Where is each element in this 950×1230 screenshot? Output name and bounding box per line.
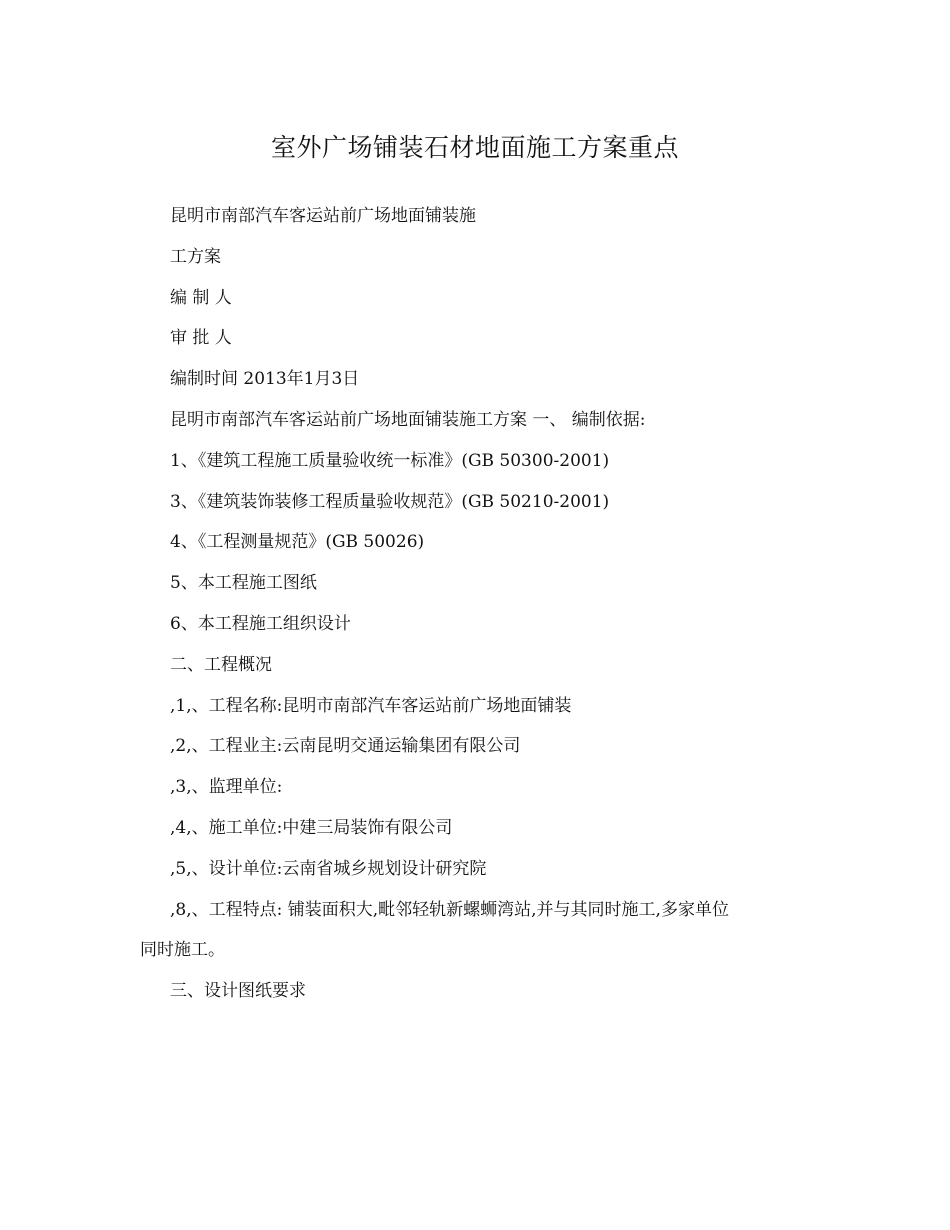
document-body (140, 196, 840, 1012)
list-item: 4、《工程测量规范》(GB 50026) (170, 532, 425, 553)
section-heading-overview: 二、工程概况 (170, 654, 272, 675)
paragraph-line: 工方案 (170, 246, 221, 267)
approver-line: 审 批 人 (170, 328, 232, 349)
section-heading-basis: 昆明市南部汽车客运站前广场地面铺装施工方案 一、 编制依据: (170, 409, 646, 430)
section-heading-design: 三、设计图纸要求 (170, 981, 306, 1002)
document-title: 室外广场铺装石材地面施工方案重点 (270, 133, 679, 162)
paragraph-line: 昆明市南部汽车客运站前广场地面铺装施 (170, 206, 476, 226)
list-item: ,1,、工程名称:昆明市南部汽车客运站前广场地面铺装 (170, 695, 572, 716)
list-item: 5、本工程施工图纸 (170, 573, 317, 594)
list-item: 3、《建筑装饰装修工程质量验收规范》(GB 50210-2001) (170, 491, 610, 512)
list-item: ,3,、监理单位: (170, 777, 283, 798)
list-item: ,5,、设计单位:云南省城乡规划设计研究院 (170, 858, 487, 879)
list-item: ,4,、施工单位:中建三局装饰有限公司 (170, 817, 453, 838)
list-item-continuation: 同时施工。 (140, 940, 225, 961)
list-item: 6、本工程施工组织设计 (170, 613, 351, 634)
compile-date-line: 编制时间 2013年1月3日 (170, 369, 360, 390)
list-item: 1、《建筑工程施工质量验收统一标准》(GB 50300-2001) (170, 450, 610, 471)
compiler-line: 编 制 人 (170, 287, 232, 308)
list-item: ,8,、工程特点: 铺装面积大,毗邻轻轨新螺蛳湾站,并与其同时施工,多家单位 (170, 899, 729, 920)
list-item: ,2,、工程业主:云南昆明交通运输集团有限公司 (170, 736, 521, 757)
